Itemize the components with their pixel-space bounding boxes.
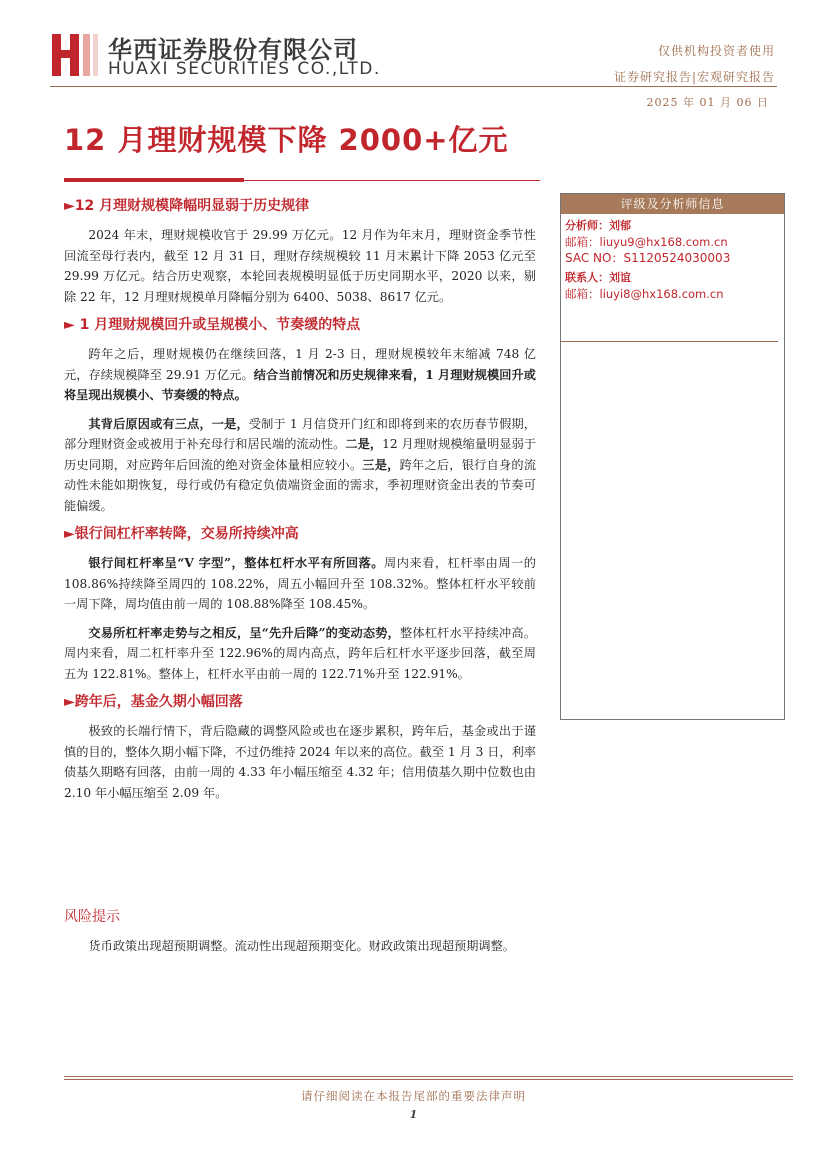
section-heading: ► 1 月理财规模回升或呈规模小、节奏缓的特点 <box>64 317 361 333</box>
analyst-info-box <box>560 193 785 720</box>
company-name-cn: 华西证券股份有限公司 <box>108 36 358 64</box>
section-paragraph: 2024 年末，理财规模收官于 29.99 万亿元。12 月作为年末月，理财资金季节性回流至母行表内，截至 12 月 31 日，理财存续规模较 11 月末累计下降 2053 亿元至 29.99 万亿元。结合历史观察，本轮回表规模明显低于历史同期水平，2020 以来，剔除 22 年，12 月理财规模单月降幅分别为 6400、5038、8617 亿元。 <box>64 228 536 304</box>
report-date: 2025 年 01 月 06 日 <box>646 96 769 109</box>
section-paragraph: 跨年之后，理财规模仍在继续回落，1 月 2-3 日，理财规模较年末缩减 748 亿元，存续规模降至 29.91 万亿元。结合当前情况和历史规律来看，1 月理财规模回升或将呈现出规模小、节奏缓的特点。 <box>64 347 536 402</box>
footer-disclaimer: 请仔细阅读在本报告尾部的重要法律声明 <box>301 1089 526 1103</box>
section-heading: ►12 月理财规模降幅明显弱于历史规律 <box>64 198 310 214</box>
section-paragraph: 银行间杠杆率呈“V 字型”，整体杠杆水平有所回落。周内来看，杠杆率由周一的 108.86%持续降至周四的 108.22%，周五小幅回升至 108.32%。整体杠杆水平较前一周下降，周均值由前一周的 108.88%降至 108.45%。 <box>64 556 536 611</box>
analyst-info-heading: 评级及分析师信息 <box>561 194 784 214</box>
footer-rule-2 <box>64 1079 793 1080</box>
contact-email[interactable]: 邮箱：liuyi8@hx168.com.cn <box>565 287 724 301</box>
section-paragraph: 交易所杠杆率走势与之相反，呈“先升后降”的变动态势，整体杠杆水平持续冲高。周内来看，周二杠杆率升至 122.96%的周内高点，跨年后杠杆水平逐步回落，截至周五为 122.81%。整体上，杠杆水平由前一周的 122.71%升至 122.91%。 <box>64 625 536 681</box>
analyst-email[interactable]: 邮箱：liuyu9@hx168.com.cn <box>565 235 728 249</box>
title-underline <box>244 180 540 181</box>
risk-text: 货币政策出现超预期调整。流动性出现超预期变化。财政政策出现超预期调整。 <box>88 939 515 953</box>
report-title: 12 月理财规模下降 2000+亿元 <box>64 123 509 157</box>
page-number: 1 <box>409 1108 418 1121</box>
section-paragraph: 其背后原因或有三点，一是，受制于 1 月信贷开门红和即将到来的农历春节假期，部分理财资金或被用于补充母行和居民端的流动性。二是，12 月理财规模缩量明显弱于历史同期，对应跨年后回流的绝对资金体量相应较小。三是，跨年之后，银行自身的流动性未能如期恢复，母行或仍有稳定负债端资金面的需求，季初理财资金出表的节奏可能偏缓。 <box>64 416 537 513</box>
section-heading: ►跨年后，基金久期小幅回落 <box>64 694 243 710</box>
huaxi-logo-icon <box>50 30 100 80</box>
analyst-sac-number: SAC NO：S1120524030003 <box>565 251 731 265</box>
company-name-en: HUAXI SECURITIES CO.,LTD. <box>108 59 381 79</box>
footer-rule <box>64 1076 793 1077</box>
risk-heading: 风险提示 <box>64 909 120 925</box>
section-heading: ►银行间杠杆率转降，交易所持续冲高 <box>64 526 299 542</box>
analyst-name: 分析师：刘郁 <box>565 219 631 232</box>
section-paragraph: 极致的长端行情下，背后隐藏的调整风险或也在逐步累积，跨年后，基金或出于谨慎的目的，整体久期小幅下降，不过仍维持 2024 年以来的高位。截至 1 月 3 日，利率债基久期略有回落，由前一周的 4.33 年小幅压缩至 4.32 年；信用债基久期中位数也由 2.10 年小幅压缩至 2.09 年。 <box>64 724 536 800</box>
title-accent-bar <box>64 178 244 182</box>
main-content <box>64 196 536 811</box>
header-rule <box>50 86 777 87</box>
report-type: 证券研究报告|宏观研究报告 <box>613 70 775 84</box>
sidebar-divider <box>561 341 778 342</box>
contact-name: 联系人：刘谊 <box>565 271 631 284</box>
audience-note: 仅供机构投资者使用 <box>657 44 775 58</box>
